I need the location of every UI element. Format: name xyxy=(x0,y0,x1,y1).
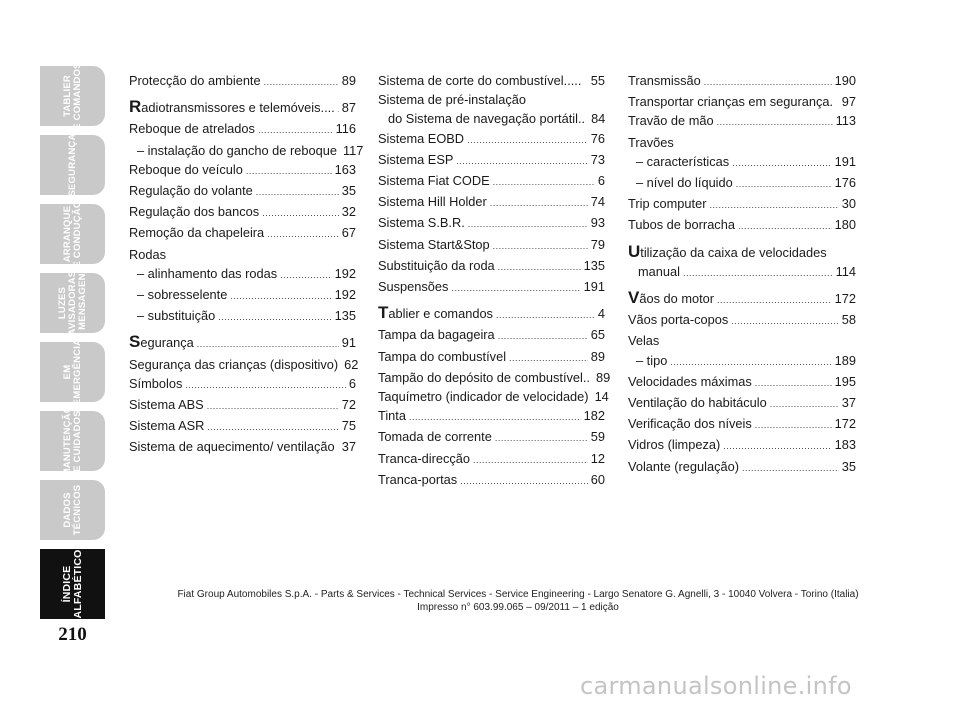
dot-leader xyxy=(755,416,832,435)
index-entry-label: – alinhamento das rodas xyxy=(137,265,278,281)
index-entry xyxy=(628,414,856,435)
index-entry xyxy=(129,395,356,416)
index-page-number[interactable]: 113 xyxy=(835,113,856,129)
tab-label: ÍNDICE ALFABÉTICO xyxy=(60,549,84,619)
dot-leader xyxy=(473,451,588,470)
dot-leader xyxy=(736,175,832,194)
footer-print-info: Impresso n° 603.99.065 – 09/2011 – 1 edição xyxy=(417,602,619,613)
dot-leader xyxy=(267,225,339,244)
index-entry xyxy=(628,111,856,132)
index-page-number[interactable]: 84 xyxy=(591,111,606,127)
index-entry-text xyxy=(129,181,253,200)
index-entry xyxy=(628,71,856,92)
tab-label: TABLIER E COMANDOS xyxy=(61,62,83,130)
dot-leader xyxy=(731,312,838,331)
index-entry-label: Suspensões xyxy=(378,279,449,295)
index-entry-text xyxy=(378,90,526,109)
index-page-number[interactable]: 35 xyxy=(341,183,356,199)
index-entry xyxy=(628,457,856,478)
tab-label: EM EMERGÊNCIA xyxy=(61,338,83,406)
index-page-number[interactable]: 74 xyxy=(590,194,605,210)
index-page-number[interactable]: 116 xyxy=(335,121,356,137)
index-page-number[interactable]: 172 xyxy=(834,291,856,307)
index-entry-text xyxy=(378,171,490,190)
index-entry xyxy=(129,416,356,437)
tab-label: ARRANQUE E CONDUÇÃO xyxy=(61,200,83,268)
index-entry-label: Tubos de borracha xyxy=(628,217,735,233)
index-entry-text xyxy=(378,129,464,148)
index-entry-label: tilização da caixa de velocidades xyxy=(640,244,827,260)
index-entry-label: adiotransmissores e telemóveis.... xyxy=(141,100,335,116)
index-entry-text xyxy=(378,150,453,169)
tab-indice-alfabetico[interactable] xyxy=(40,549,105,619)
index-entry xyxy=(129,181,356,202)
index-entry-label: manual xyxy=(638,263,680,279)
index-entry-label: Rodas xyxy=(129,246,166,262)
index-entry xyxy=(628,173,856,194)
index-entry-text xyxy=(628,289,714,308)
index-entry-label: Tampão do depósito de combustível.. xyxy=(378,369,590,385)
index-entry-label: ablier e comandos xyxy=(388,306,493,322)
dot-leader xyxy=(770,395,839,414)
index-entry-label: Volante (regulação) xyxy=(628,458,739,474)
watermark: carmanualsonline.info xyxy=(580,672,852,700)
index-entry xyxy=(378,90,605,109)
index-entry xyxy=(378,387,609,406)
index-entry-text xyxy=(378,192,487,211)
dot-leader xyxy=(717,113,833,132)
index-entry-text xyxy=(628,331,659,350)
index-entry xyxy=(129,98,356,119)
index-page-number[interactable]: 60 xyxy=(590,471,605,487)
index-column-3 xyxy=(628,71,856,478)
index-entry-text xyxy=(129,245,166,264)
index-entry-text xyxy=(378,325,495,344)
index-entry xyxy=(378,449,605,470)
index-page-number[interactable]: 55 xyxy=(590,73,605,88)
index-entry xyxy=(129,223,356,244)
index-entry-label: – nível do líquido xyxy=(636,175,733,191)
index-entry-label: Substituição da roda xyxy=(378,257,495,273)
index-page-number[interactable]: 192 xyxy=(334,287,356,303)
dot-leader xyxy=(498,327,588,346)
index-page-number[interactable]: 183 xyxy=(834,437,856,453)
tab-dados-tecnicos[interactable] xyxy=(40,480,105,540)
index-entry-label: Tinta xyxy=(378,408,406,424)
index-entry-text xyxy=(378,256,495,275)
index-entry xyxy=(628,289,856,310)
index-entry-label: Ventilação do habitáculo xyxy=(628,395,767,411)
index-entry xyxy=(378,192,605,213)
index-entry xyxy=(378,304,605,325)
index-entry-label: Símbolos xyxy=(129,375,183,391)
index-page-number[interactable]: 65 xyxy=(590,327,605,343)
index-entry-label: Sistema EOBD xyxy=(378,130,465,146)
dot-leader xyxy=(709,196,838,215)
index-entry-label: – substituição xyxy=(137,308,216,324)
index-entry xyxy=(378,406,605,427)
index-entry xyxy=(628,351,856,372)
dot-leader xyxy=(218,308,331,327)
index-entry-label: Sistema ABS xyxy=(129,397,204,413)
index-entry-label: – características xyxy=(636,153,730,169)
index-entry-label: Velocidades máximas xyxy=(628,373,752,389)
index-entry-label: Sistema Fiat CODE xyxy=(378,173,490,189)
index-entry xyxy=(378,277,605,298)
index-entry-text xyxy=(129,374,182,393)
index-entry xyxy=(628,435,856,456)
index-page-number[interactable]: 14 xyxy=(594,389,609,405)
index-entry-text xyxy=(378,347,506,366)
index-entry-label: Sistema ESP xyxy=(378,151,454,167)
dot-leader xyxy=(723,437,831,456)
tab-arranque-e-conducao[interactable] xyxy=(40,200,105,268)
dot-leader xyxy=(246,162,332,181)
index-entry-label: – tipo xyxy=(636,352,668,368)
tab-luzes-avisadoras[interactable] xyxy=(40,266,105,340)
index-entry-text xyxy=(129,223,264,242)
dot-leader xyxy=(683,264,833,283)
index-entry-text xyxy=(628,111,714,130)
index-entry-label: Tampa da bagageira xyxy=(378,327,495,343)
footer-publisher: Fiat Group Automobiles S.p.A. - Parts & Services - Technical Services - Service Engineering - Largo Senatore G. Agnelli, 3 - 10040 Volvera - Torino (Italia) xyxy=(177,589,859,600)
dot-leader xyxy=(498,258,581,277)
dot-leader xyxy=(468,215,588,234)
index-entry-text xyxy=(378,213,465,232)
index-entry xyxy=(129,141,364,160)
index-entry-label: Sistema de aquecimento/ ventilação xyxy=(129,439,335,455)
dot-leader xyxy=(456,152,587,171)
index-entry xyxy=(628,372,856,393)
index-page-number[interactable]: 67 xyxy=(341,225,356,241)
index-entry-label: Sistema Hill Holder xyxy=(378,194,487,210)
index-page-number[interactable]: 12 xyxy=(590,450,605,466)
index-entry-text xyxy=(628,414,752,433)
index-page-number[interactable]: 93 xyxy=(590,215,605,231)
index-entry-text xyxy=(137,306,215,325)
index-page-number[interactable]: 117 xyxy=(342,142,364,158)
index-page-number[interactable]: 35 xyxy=(841,458,856,474)
dot-leader xyxy=(742,459,839,478)
dot-leader xyxy=(493,173,595,192)
index-entry-text xyxy=(129,333,194,352)
index-entry-label: Verificação dos níveis xyxy=(628,416,752,432)
tab-label: LUZES AVISADORAS E MENSAGENS xyxy=(56,266,88,340)
dot-leader xyxy=(732,154,831,173)
index-page-number[interactable]: 72 xyxy=(341,397,356,413)
index-entry-label: Segurança das crianças (dispositivo) xyxy=(129,356,339,372)
index-entry-label: Reboque de atrelados xyxy=(129,121,255,137)
index-page-number[interactable]: 163 xyxy=(334,161,356,177)
index-letter-initial: T xyxy=(378,303,389,323)
index-entry-text xyxy=(378,71,581,90)
index-entry-text xyxy=(129,71,261,90)
index-entry xyxy=(378,150,605,171)
dot-leader xyxy=(262,204,339,223)
index-page-number[interactable]: 97 xyxy=(841,94,856,110)
index-page-number[interactable]: 114 xyxy=(835,263,856,279)
index-entry-label: ãos do motor xyxy=(639,291,715,307)
dot-leader xyxy=(493,237,588,256)
index-entry-label: Taquímetro (indicador de velocidade) xyxy=(378,389,589,405)
index-entry xyxy=(628,194,856,215)
index-page-number[interactable]: 135 xyxy=(334,308,356,324)
index-entry-label: Protecção do ambiente xyxy=(129,73,261,88)
index-page-number[interactable]: 73 xyxy=(590,151,605,167)
index-letter-initial: U xyxy=(628,241,641,261)
index-entry xyxy=(378,325,605,346)
index-entry-text xyxy=(378,368,590,387)
index-entry xyxy=(378,347,605,368)
dot-leader xyxy=(264,73,339,92)
index-entry xyxy=(129,202,356,223)
index-entry xyxy=(628,331,856,350)
index-column-1 xyxy=(129,71,364,457)
index-entry-text xyxy=(628,393,767,412)
dot-leader xyxy=(496,306,595,325)
index-entry-label: egurança xyxy=(140,335,194,351)
tab-label: SEGURANÇA xyxy=(66,133,78,197)
index-page-number[interactable]: 91 xyxy=(341,335,356,351)
index-entry-text xyxy=(628,310,728,329)
index-letter-initial: R xyxy=(129,97,142,117)
index-entry xyxy=(378,109,605,128)
index-entry xyxy=(378,470,605,491)
index-entry-label: – sobresselente xyxy=(137,287,228,303)
dot-leader xyxy=(207,397,339,416)
index-entry xyxy=(129,374,356,395)
index-page-number[interactable]: 75 xyxy=(341,418,356,434)
index-entry xyxy=(628,133,856,152)
index-entry-text xyxy=(137,264,277,283)
index-entry xyxy=(628,152,856,173)
index-entry xyxy=(129,437,356,456)
index-entry-text xyxy=(378,277,448,296)
dot-leader xyxy=(256,183,339,202)
dot-leader xyxy=(460,472,588,491)
index-entry-text xyxy=(129,416,204,435)
index-entry xyxy=(129,119,356,140)
index-entry-text xyxy=(129,437,335,456)
index-entry-text xyxy=(129,98,335,117)
index-entry-text xyxy=(628,243,827,262)
index-entry-label: Travões xyxy=(628,134,674,150)
index-entry-text xyxy=(628,435,720,454)
index-entry-text xyxy=(628,71,701,90)
index-entry xyxy=(628,215,856,236)
index-entry-label: Tampa do combustível xyxy=(378,348,507,364)
index-page-number[interactable]: 79 xyxy=(590,236,605,252)
dot-leader xyxy=(185,376,346,395)
index-entry-label: Sistema de corte do combustível..... xyxy=(378,73,582,88)
index-entry-label: Sistema S.B.R. xyxy=(378,215,465,231)
index-entry xyxy=(628,92,856,111)
footer xyxy=(118,588,918,614)
index-page-number[interactable]: 89 xyxy=(596,369,611,385)
dot-leader xyxy=(230,287,331,306)
dot-leader xyxy=(704,73,832,92)
index-entry-text xyxy=(129,119,255,138)
index-entry-label: Vidros (limpeza) xyxy=(628,437,721,453)
index-page-number[interactable]: 189 xyxy=(834,352,856,368)
index-entry-text xyxy=(129,202,259,221)
index-entry-text xyxy=(378,235,490,254)
page-number: 210 xyxy=(58,624,87,645)
index-page-number[interactable]: 58 xyxy=(841,312,856,328)
index-entry-text xyxy=(378,427,492,446)
index-letter-initial: V xyxy=(628,288,640,308)
index-entry-text xyxy=(628,215,735,234)
index-entry-text xyxy=(137,285,227,304)
index-page-number[interactable]: 62 xyxy=(344,356,359,372)
index-entry-label: Transmissão xyxy=(628,73,701,88)
index-entry xyxy=(378,129,605,150)
index-entry-label: Tranca-direcção xyxy=(378,450,470,466)
index-entry xyxy=(378,213,605,234)
index-page-number[interactable]: 190 xyxy=(834,73,856,88)
index-entry-label: Transportar crianças em segurança. xyxy=(628,94,834,110)
dot-leader xyxy=(467,131,588,150)
tab-label: MANUTENÇÃO E CUIDADOS xyxy=(61,405,83,477)
index-page-number[interactable]: 191 xyxy=(834,153,856,169)
dot-leader xyxy=(409,408,581,427)
index-page-number[interactable]: 191 xyxy=(583,279,605,295)
index-entry xyxy=(129,306,356,327)
index-page-number[interactable]: 89 xyxy=(341,73,356,88)
index-page-number[interactable]: 30 xyxy=(841,196,856,212)
index-entry xyxy=(129,333,356,354)
index-entry-label: Tomada de corrente xyxy=(378,429,492,445)
index-entry xyxy=(129,285,356,306)
index-page-number[interactable]: 182 xyxy=(583,408,605,424)
index-page-number[interactable]: 89 xyxy=(590,348,605,364)
index-page-number[interactable]: 87 xyxy=(341,100,356,116)
dot-leader xyxy=(738,217,832,236)
index-entry-label: Sistema Start&Stop xyxy=(378,236,490,252)
index-entry-text xyxy=(129,395,204,414)
index-entry-label: Sistema de pré-instalação xyxy=(378,92,526,108)
dot-leader xyxy=(280,266,331,285)
index-page-number[interactable]: 192 xyxy=(334,265,356,281)
index-entry-label: Tranca-portas xyxy=(378,471,458,487)
index-page-number[interactable]: 180 xyxy=(834,217,856,233)
index-page-number[interactable]: 32 xyxy=(341,204,356,220)
index-entry-label: Reboque do veículo xyxy=(129,161,243,177)
dot-leader xyxy=(509,349,588,368)
index-entry xyxy=(628,393,856,414)
dot-leader xyxy=(338,100,339,119)
index-page-number[interactable]: 135 xyxy=(583,257,605,273)
index-entry-text xyxy=(378,406,406,425)
index-entry xyxy=(129,264,356,285)
index-letter-initial: S xyxy=(129,332,141,352)
index-entry-text xyxy=(628,194,706,213)
index-page-number[interactable]: 76 xyxy=(590,130,605,146)
index-entry-label: Regulação do volante xyxy=(129,183,253,199)
index-entry xyxy=(628,310,856,331)
index-entry-text xyxy=(129,355,338,374)
index-entry xyxy=(378,256,605,277)
index-entry-text xyxy=(636,173,733,192)
tab-em-emergencia[interactable] xyxy=(40,338,105,406)
index-entry xyxy=(628,262,856,283)
index-entry-text xyxy=(388,109,585,128)
index-entry-text xyxy=(378,449,470,468)
index-entry-text xyxy=(636,351,667,370)
index-entry-label: – instalação do gancho de reboque xyxy=(137,142,337,158)
index-page-number[interactable]: 6 xyxy=(348,375,356,391)
index-entry-label: Trip computer xyxy=(628,196,707,212)
index-entry-text xyxy=(628,133,674,152)
index-page-number[interactable]: 6 xyxy=(597,173,605,189)
index-page-number[interactable]: 172 xyxy=(834,416,856,432)
index-entry xyxy=(628,243,856,262)
index-entry xyxy=(378,368,611,387)
index-entry-text xyxy=(628,372,752,391)
index-entry-text xyxy=(628,92,833,111)
index-entry-text xyxy=(638,262,680,281)
dot-leader xyxy=(490,194,588,213)
index-entry xyxy=(129,355,359,374)
dot-leader xyxy=(495,429,588,448)
index-entry-label: Vãos porta-copos xyxy=(628,312,729,328)
dot-leader xyxy=(258,121,333,140)
tab-seguranca[interactable] xyxy=(40,135,105,195)
dot-leader xyxy=(755,374,832,393)
index-page-number[interactable]: 176 xyxy=(834,175,856,191)
index-entry-text xyxy=(628,457,739,476)
index-page-number[interactable]: 4 xyxy=(597,306,605,322)
index-page-number[interactable]: 37 xyxy=(841,395,856,411)
index-entry xyxy=(378,235,605,256)
index-entry xyxy=(129,245,356,264)
index-entry xyxy=(378,171,605,192)
dot-leader xyxy=(207,418,338,437)
index-page-number[interactable]: 59 xyxy=(590,429,605,445)
dot-leader xyxy=(717,291,832,310)
tab-label: DADOS TÉCNICOS xyxy=(61,484,83,536)
index-entry-label: Remoção da chapeleira xyxy=(129,225,265,241)
index-page-number[interactable]: 195 xyxy=(834,373,856,389)
index-entry-label: Travão de mão xyxy=(628,113,714,129)
tab-manutencao-e-cuidados[interactable] xyxy=(40,405,105,477)
index-entry-text xyxy=(129,160,243,179)
index-entry xyxy=(378,427,605,448)
index-entry-text xyxy=(137,141,337,160)
index-entry-text xyxy=(378,304,493,323)
index-entry xyxy=(129,71,356,92)
index-entry-label: Sistema ASR xyxy=(129,418,205,434)
index-entry-text xyxy=(378,387,589,406)
tab-tablier-e-comandos[interactable] xyxy=(40,62,105,130)
dot-leader xyxy=(670,353,831,372)
dot-leader xyxy=(451,279,580,298)
index-entry xyxy=(378,71,605,90)
index-entry-text xyxy=(636,152,729,171)
dot-leader xyxy=(197,335,339,354)
index-entry-label: do Sistema de navegação portátil.. xyxy=(388,111,586,127)
index-entry-label: Regulação dos bancos xyxy=(129,204,260,220)
index-column-2 xyxy=(378,71,611,491)
index-page-number[interactable]: 37 xyxy=(341,439,356,455)
index-entry xyxy=(129,160,356,181)
index-entry-label: Velas xyxy=(628,333,660,349)
index-entry-text xyxy=(378,470,457,489)
